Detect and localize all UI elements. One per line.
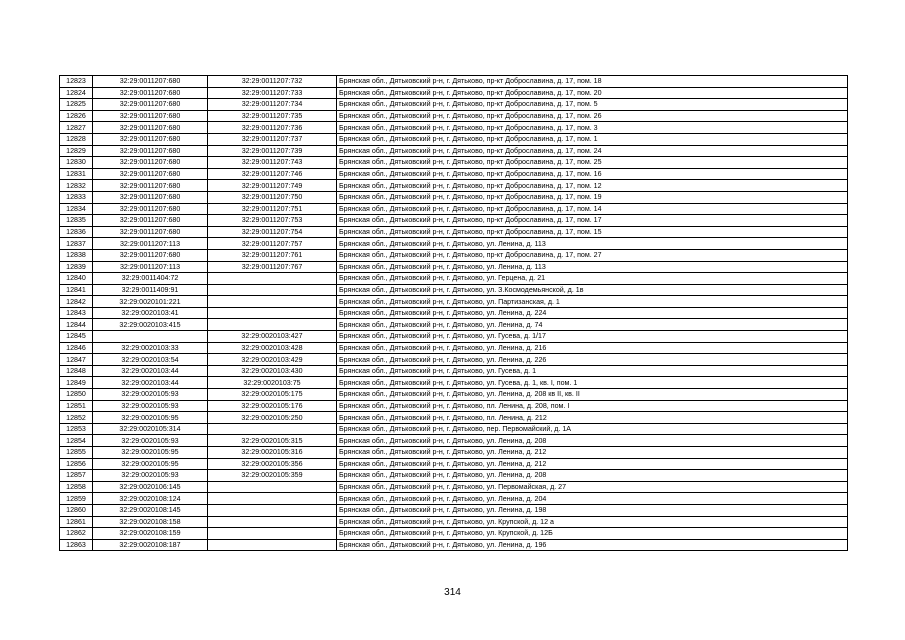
row-number-cell: 12825 [60, 99, 93, 111]
table-row [60, 99, 848, 111]
row-number-cell: 12834 [60, 203, 93, 215]
table-row [60, 307, 848, 319]
table-row [60, 389, 848, 401]
parent-cadastral-cell: 32:29:0020105:93 [93, 389, 208, 401]
row-number-cell: 12831 [60, 168, 93, 180]
table-row [60, 191, 848, 203]
table-row [60, 76, 848, 88]
parent-cadastral-cell: 32:29:0011207:680 [93, 122, 208, 134]
address-cell: Брянская обл., Дятьковский р-н, г. Дятьково, ул. Ленина, д. 113 [337, 261, 848, 273]
address-cell: Брянская обл., Дятьковский р-н, г. Дятьково, ул. Ленина, д. 198 [337, 504, 848, 516]
table-row [60, 296, 848, 308]
table-row [60, 458, 848, 470]
row-number-cell: 12845 [60, 331, 93, 343]
table-row [60, 493, 848, 505]
cadastral-number-cell [208, 539, 337, 551]
address-cell: Брянская обл., Дятьковский р-н, г. Дятьково, ул. Ленина, д. 212 [337, 447, 848, 459]
cadastral-number-cell: 32:29:0011207:753 [208, 215, 337, 227]
address-cell: Брянская обл., Дятьковский р-н, г. Дятьково, пр-кт Доброславина, д. 17, пом. 24 [337, 145, 848, 157]
table-row [60, 238, 848, 250]
row-number-cell: 12833 [60, 191, 93, 203]
cadastral-number-cell: 32:29:0011207:749 [208, 180, 337, 192]
parent-cadastral-cell [93, 331, 208, 343]
cadastral-number-cell [208, 423, 337, 435]
cadastral-number-cell: 32:29:0011207:739 [208, 145, 337, 157]
page-number: 314 [444, 587, 461, 598]
address-cell: Брянская обл., Дятьковский р-н, г. Дятьково, пр-кт Доброславина, д. 17, пом. 12 [337, 180, 848, 192]
cadastral-number-cell [208, 516, 337, 528]
address-cell: Брянская обл., Дятьковский р-н, г. Дятьково, пл. Ленина, д. 208, пом. I [337, 400, 848, 412]
row-number-cell: 12848 [60, 365, 93, 377]
table-row [60, 447, 848, 459]
table-row [60, 319, 848, 331]
cadastral-number-cell: 32:29:0011207:737 [208, 133, 337, 145]
row-number-cell: 12854 [60, 435, 93, 447]
row-number-cell: 12856 [60, 458, 93, 470]
table-row [60, 168, 848, 180]
registry-table [59, 75, 848, 551]
row-number-cell: 12827 [60, 122, 93, 134]
row-number-cell: 12859 [60, 493, 93, 505]
table-row [60, 261, 848, 273]
table-row [60, 249, 848, 261]
row-number-cell: 12861 [60, 516, 93, 528]
address-cell: Брянская обл., Дятьковский р-н, г. Дятьково, ул. Крупской, д. 12 а [337, 516, 848, 528]
cadastral-number-cell: 32:29:0011207:743 [208, 157, 337, 169]
parent-cadastral-cell: 32:29:0020103:33 [93, 342, 208, 354]
parent-cadastral-cell: 32:29:0020106:145 [93, 481, 208, 493]
table-row [60, 342, 848, 354]
address-cell: Брянская обл., Дятьковский р-н, г. Дятьково, ул. Первомайская, д. 27 [337, 481, 848, 493]
row-number-cell: 12849 [60, 377, 93, 389]
address-cell: Брянская обл., Дятьковский р-н, г. Дятьково, ул. Герцена, д. 21 [337, 273, 848, 285]
cadastral-number-cell: 32:29:0020105:250 [208, 412, 337, 424]
parent-cadastral-cell: 32:29:0020108:124 [93, 493, 208, 505]
address-cell: Брянская обл., Дятьковский р-н, г. Дятьково, пр-кт Доброславина, д. 17, пом. 16 [337, 168, 848, 180]
address-cell: Брянская обл., Дятьковский р-н, г. Дятьково, пр-кт Доброславина, д. 17, пом. 20 [337, 87, 848, 99]
address-cell: Брянская обл., Дятьковский р-н, г. Дятьково, ул. Гусева, д. 1/17 [337, 331, 848, 343]
row-number-cell: 12842 [60, 296, 93, 308]
parent-cadastral-cell: 32:29:0011207:680 [93, 133, 208, 145]
cadastral-number-cell: 32:29:0011207:754 [208, 226, 337, 238]
parent-cadastral-cell: 32:29:0011207:680 [93, 76, 208, 88]
row-number-cell: 12857 [60, 470, 93, 482]
parent-cadastral-cell: 32:29:0020108:158 [93, 516, 208, 528]
parent-cadastral-cell: 32:29:0011409:91 [93, 284, 208, 296]
row-number-cell: 12844 [60, 319, 93, 331]
parent-cadastral-cell: 32:29:0011207:680 [93, 249, 208, 261]
cadastral-number-cell [208, 493, 337, 505]
row-number-cell: 12840 [60, 273, 93, 285]
cadastral-number-cell [208, 284, 337, 296]
table-row [60, 528, 848, 540]
parent-cadastral-cell: 32:29:0020108:145 [93, 504, 208, 516]
address-cell: Брянская обл., Дятьковский р-н, г. Дятьково, пер. Первомайский, д. 1А [337, 423, 848, 435]
row-number-cell: 12846 [60, 342, 93, 354]
address-cell: Брянская обл., Дятьковский р-н, г. Дятьково, ул. Ленина, д. 224 [337, 307, 848, 319]
row-number-cell: 12824 [60, 87, 93, 99]
parent-cadastral-cell: 32:29:0011207:680 [93, 215, 208, 227]
address-cell: Брянская обл., Дятьковский р-н, г. Дятьково, пр-кт Доброславина, д. 17, пом. 26 [337, 110, 848, 122]
cadastral-number-cell [208, 481, 337, 493]
parent-cadastral-cell: 32:29:0011207:680 [93, 99, 208, 111]
table-row [60, 423, 848, 435]
parent-cadastral-cell: 32:29:0011207:680 [93, 180, 208, 192]
row-number-cell: 12858 [60, 481, 93, 493]
parent-cadastral-cell: 32:29:0020101:221 [93, 296, 208, 308]
parent-cadastral-cell: 32:29:0020103:44 [93, 377, 208, 389]
address-cell: Брянская обл., Дятьковский р-н, г. Дятьково, пр-кт Доброславина, д. 17, пом. 3 [337, 122, 848, 134]
cadastral-number-cell [208, 296, 337, 308]
address-cell: Брянская обл., Дятьковский р-н, г. Дятьково, пл. Ленина, д. 212 [337, 412, 848, 424]
row-number-cell: 12832 [60, 180, 93, 192]
address-cell: Брянская обл., Дятьковский р-н, г. Дятьково, ул. Ленина, д. 113 [337, 238, 848, 250]
cadastral-number-cell: 32:29:0011207:757 [208, 238, 337, 250]
address-cell: Брянская обл., Дятьковский р-н, г. Дятьково, ул. Гусева, д. 1, кв. I, пом. 1 [337, 377, 848, 389]
cadastral-number-cell: 32:29:0011207:732 [208, 76, 337, 88]
parent-cadastral-cell: 32:29:0020108:187 [93, 539, 208, 551]
table-row [60, 110, 848, 122]
table-row [60, 203, 848, 215]
row-number-cell: 12843 [60, 307, 93, 319]
cadastral-number-cell [208, 273, 337, 285]
table-row [60, 145, 848, 157]
table-row [60, 122, 848, 134]
table-row [60, 435, 848, 447]
registry-table-body [60, 76, 848, 551]
table-row [60, 516, 848, 528]
cadastral-number-cell: 32:29:0020105:315 [208, 435, 337, 447]
row-number-cell: 12829 [60, 145, 93, 157]
parent-cadastral-cell: 32:29:0011207:113 [93, 238, 208, 250]
row-number-cell: 12847 [60, 354, 93, 366]
table-row [60, 180, 848, 192]
cadastral-number-cell: 32:29:0020105:316 [208, 447, 337, 459]
address-cell: Брянская обл., Дятьковский р-н, г. Дятьково, пр-кт Доброславина, д. 17, пом. 25 [337, 157, 848, 169]
cadastral-number-cell [208, 528, 337, 540]
table-row [60, 354, 848, 366]
parent-cadastral-cell: 32:29:0011207:680 [93, 191, 208, 203]
address-cell: Брянская обл., Дятьковский р-н, г. Дятьково, ул. Ленина, д. 226 [337, 354, 848, 366]
parent-cadastral-cell: 32:29:0020103:54 [93, 354, 208, 366]
cadastral-number-cell: 32:29:0011207:736 [208, 122, 337, 134]
table-row [60, 504, 848, 516]
parent-cadastral-cell: 32:29:0011207:680 [93, 87, 208, 99]
parent-cadastral-cell: 32:29:0020105:95 [93, 458, 208, 470]
cadastral-number-cell: 32:29:0020103:427 [208, 331, 337, 343]
row-number-cell: 12823 [60, 76, 93, 88]
row-number-cell: 12860 [60, 504, 93, 516]
cadastral-number-cell: 32:29:0020105:356 [208, 458, 337, 470]
parent-cadastral-cell: 32:29:0020105:95 [93, 412, 208, 424]
parent-cadastral-cell: 32:29:0011207:113 [93, 261, 208, 273]
row-number-cell: 12853 [60, 423, 93, 435]
parent-cadastral-cell: 32:29:0020105:95 [93, 447, 208, 459]
cadastral-number-cell: 32:29:0020103:428 [208, 342, 337, 354]
parent-cadastral-cell: 32:29:0011404:72 [93, 273, 208, 285]
table-row [60, 133, 848, 145]
table-row [60, 331, 848, 343]
address-cell: Брянская обл., Дятьковский р-н, г. Дятьково, пр-кт Доброславина, д. 17, пом. 17 [337, 215, 848, 227]
cadastral-number-cell: 32:29:0011207:750 [208, 191, 337, 203]
table-row [60, 400, 848, 412]
address-cell: Брянская обл., Дятьковский р-н, г. Дятьково, пр-кт Доброславина, д. 17, пом. 5 [337, 99, 848, 111]
parent-cadastral-cell: 32:29:0011207:680 [93, 226, 208, 238]
cadastral-number-cell: 32:29:0011207:761 [208, 249, 337, 261]
row-number-cell: 12863 [60, 539, 93, 551]
parent-cadastral-cell: 32:29:0020105:314 [93, 423, 208, 435]
parent-cadastral-cell: 32:29:0011207:680 [93, 203, 208, 215]
cadastral-number-cell: 32:29:0020103:75 [208, 377, 337, 389]
parent-cadastral-cell: 32:29:0011207:680 [93, 145, 208, 157]
address-cell: Брянская обл., Дятьковский р-н, г. Дятьково, ул. Ленина, д. 212 [337, 458, 848, 470]
row-number-cell: 12837 [60, 238, 93, 250]
table-row [60, 539, 848, 551]
table-row [60, 87, 848, 99]
cadastral-number-cell: 32:29:0011207:734 [208, 99, 337, 111]
address-cell: Брянская обл., Дятьковский р-н, г. Дятьково, ул. Ленина, д. 74 [337, 319, 848, 331]
address-cell: Брянская обл., Дятьковский р-н, г. Дятьково, ул. Ленина, д. 208 [337, 435, 848, 447]
parent-cadastral-cell: 32:29:0020103:41 [93, 307, 208, 319]
row-number-cell: 12839 [60, 261, 93, 273]
table-row [60, 412, 848, 424]
row-number-cell: 12841 [60, 284, 93, 296]
address-cell: Брянская обл., Дятьковский р-н, г. Дятьково, ул. Ленина, д. 208 [337, 470, 848, 482]
cadastral-number-cell: 32:29:0011207:751 [208, 203, 337, 215]
cadastral-number-cell [208, 307, 337, 319]
parent-cadastral-cell: 32:29:0020103:44 [93, 365, 208, 377]
address-cell: Брянская обл., Дятьковский р-н, г. Дятьково, ул. Ленина, д. 196 [337, 539, 848, 551]
table-row [60, 365, 848, 377]
cadastral-number-cell: 32:29:0011207:746 [208, 168, 337, 180]
cadastral-number-cell [208, 504, 337, 516]
cadastral-number-cell: 32:29:0011207:735 [208, 110, 337, 122]
row-number-cell: 12855 [60, 447, 93, 459]
row-number-cell: 12862 [60, 528, 93, 540]
row-number-cell: 12838 [60, 249, 93, 261]
parent-cadastral-cell: 32:29:0020105:93 [93, 400, 208, 412]
parent-cadastral-cell: 32:29:0020103:415 [93, 319, 208, 331]
cadastral-number-cell: 32:29:0020103:430 [208, 365, 337, 377]
row-number-cell: 12836 [60, 226, 93, 238]
parent-cadastral-cell: 32:29:0020108:159 [93, 528, 208, 540]
parent-cadastral-cell: 32:29:0020105:93 [93, 470, 208, 482]
table-row [60, 377, 848, 389]
row-number-cell: 12828 [60, 133, 93, 145]
address-cell: Брянская обл., Дятьковский р-н, г. Дятьково, пр-кт Доброславина, д. 17, пом. 15 [337, 226, 848, 238]
address-cell: Брянская обл., Дятьковский р-н, г. Дятьково, ул. Крупской, д. 12Б [337, 528, 848, 540]
cadastral-number-cell [208, 319, 337, 331]
cadastral-number-cell: 32:29:0011207:733 [208, 87, 337, 99]
table-row [60, 226, 848, 238]
table-row [60, 470, 848, 482]
cadastral-number-cell: 32:29:0020105:176 [208, 400, 337, 412]
parent-cadastral-cell: 32:29:0011207:680 [93, 168, 208, 180]
cadastral-number-cell: 32:29:0020105:359 [208, 470, 337, 482]
cadastral-number-cell: 32:29:0020103:429 [208, 354, 337, 366]
row-number-cell: 12850 [60, 389, 93, 401]
address-cell: Брянская обл., Дятьковский р-н, г. Дятьково, пр-кт Доброславина, д. 17, пом. 19 [337, 191, 848, 203]
parent-cadastral-cell: 32:29:0011207:680 [93, 110, 208, 122]
address-cell: Брянская обл., Дятьковский р-н, г. Дятьково, пр-кт Доброславина, д. 17, пом. 18 [337, 76, 848, 88]
table-row [60, 481, 848, 493]
table-row [60, 284, 848, 296]
parent-cadastral-cell: 32:29:0020105:93 [93, 435, 208, 447]
row-number-cell: 12826 [60, 110, 93, 122]
cadastral-number-cell: 32:29:0020105:175 [208, 389, 337, 401]
cadastral-number-cell: 32:29:0011207:767 [208, 261, 337, 273]
row-number-cell: 12852 [60, 412, 93, 424]
table-row [60, 215, 848, 227]
table-row [60, 157, 848, 169]
address-cell: Брянская обл., Дятьковский р-н, г. Дятьково, пр-кт Доброславина, д. 17, пом. 1 [337, 133, 848, 145]
address-cell: Брянская обл., Дятьковский р-н, г. Дятьково, ул. Ленина, д. 208 кв II, кв. II [337, 389, 848, 401]
row-number-cell: 12830 [60, 157, 93, 169]
row-number-cell: 12851 [60, 400, 93, 412]
parent-cadastral-cell: 32:29:0011207:680 [93, 157, 208, 169]
address-cell: Брянская обл., Дятьковский р-н, г. Дятьково, ул. Ленина, д. 216 [337, 342, 848, 354]
address-cell: Брянская обл., Дятьковский р-н, г. Дятьково, ул. Ленина, д. 204 [337, 493, 848, 505]
table-row [60, 273, 848, 285]
address-cell: Брянская обл., Дятьковский р-н, г. Дятьково, пр-кт Доброславина, д. 17, пом. 27 [337, 249, 848, 261]
row-number-cell: 12835 [60, 215, 93, 227]
address-cell: Брянская обл., Дятьковский р-н, г. Дятьково, ул. Партизанская, д. 1 [337, 296, 848, 308]
address-cell: Брянская обл., Дятьковский р-н, г. Дятьково, пр-кт Доброславина, д. 17, пом. 14 [337, 203, 848, 215]
address-cell: Брянская обл., Дятьковский р-н, г. Дятьково, ул. З.Космодемьянской, д. 1в [337, 284, 848, 296]
address-cell: Брянская обл., Дятьковский р-н, г. Дятьково, ул. Гусева, д. 1 [337, 365, 848, 377]
